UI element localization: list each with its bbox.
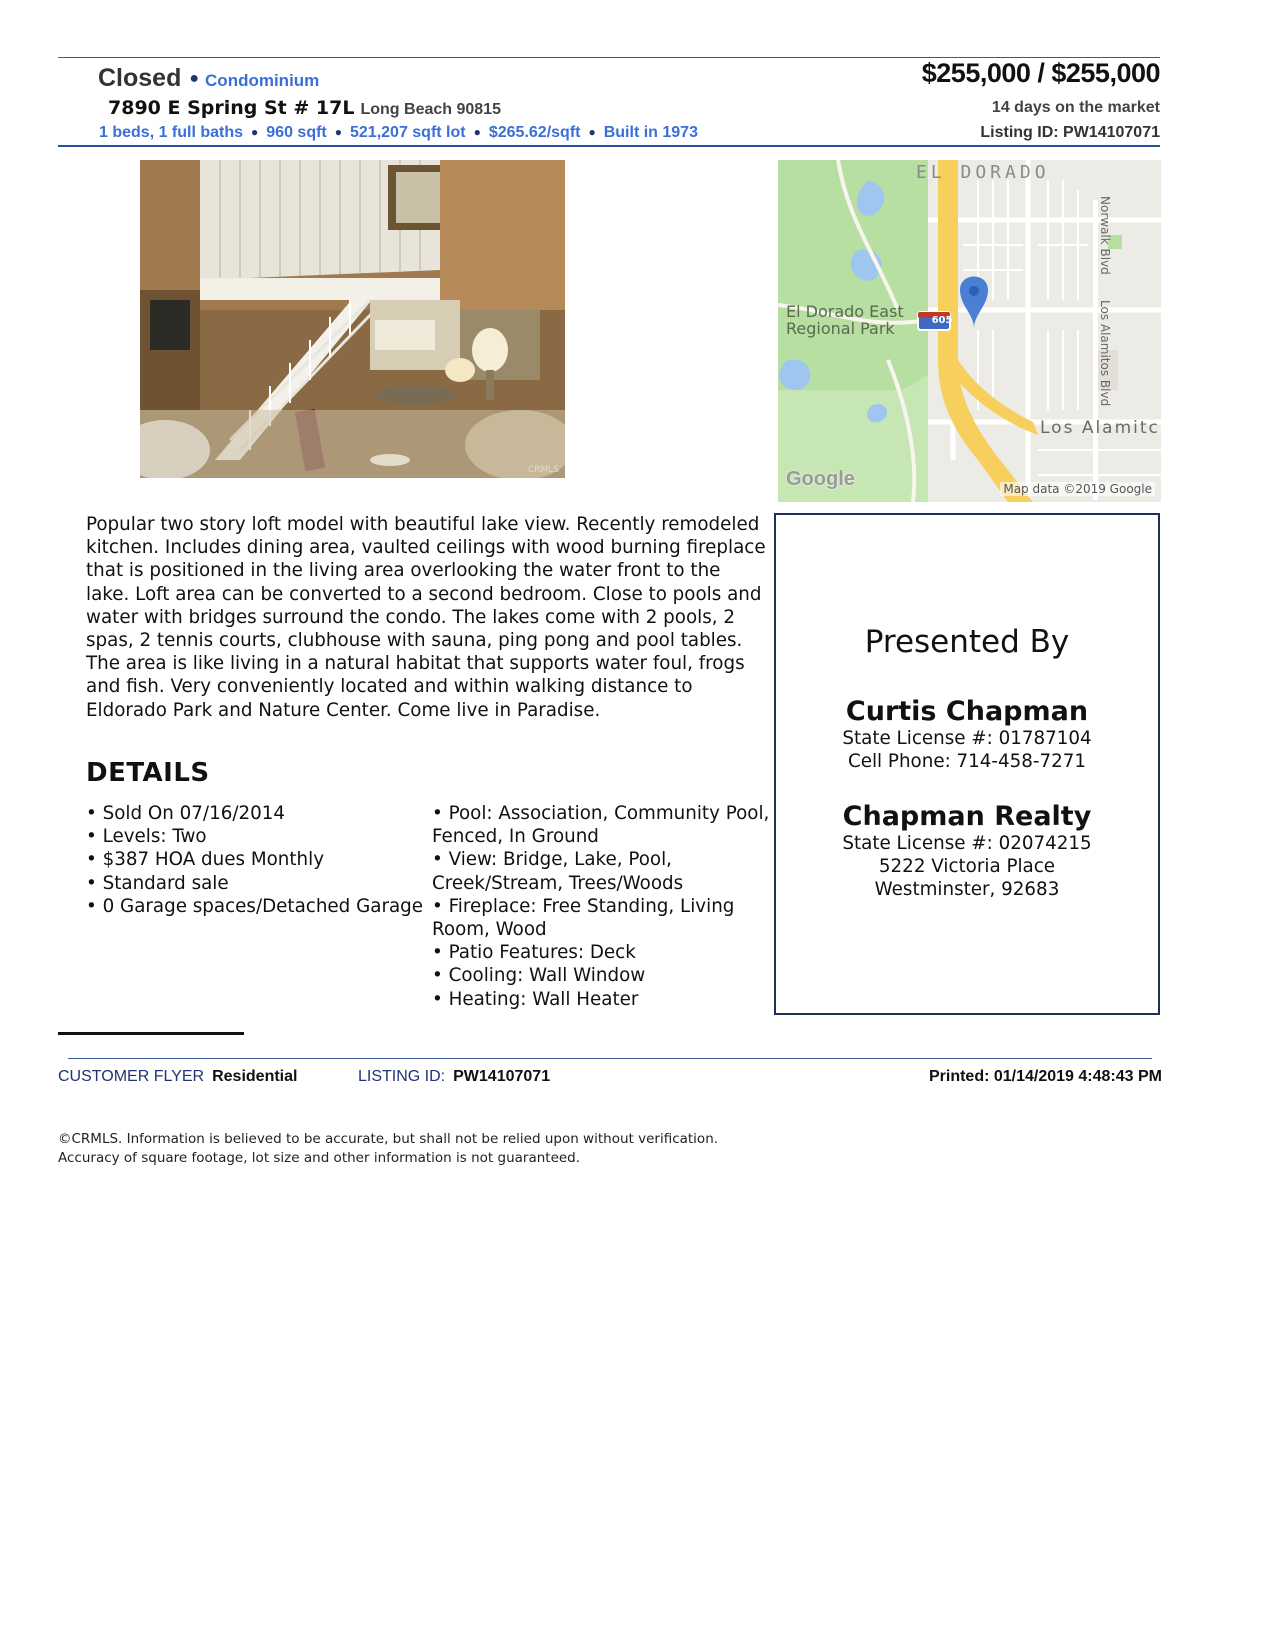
detail-item: • Patio Features: Deck [432,942,636,964]
header-rule [58,145,1160,147]
agent-cell-phone: Cell Phone: 714-458-7271 [847,751,1087,772]
google-logo[interactable]: Google [786,468,855,490]
presented-by-heading: Presented By [864,624,1070,660]
detail-item: • Levels: Two [86,826,207,848]
disclaimer-line-2: Accuracy of square footage, lot size and other information is not guaranteed. [58,1150,581,1166]
footer-listing-id [358,1068,550,1086]
footer-listing-label: LISTING ID: [358,1068,446,1085]
map-attribution: Map data ©2019 Google [1000,482,1155,496]
details-column-1 [86,802,426,918]
firm-name: Chapman Realty [842,801,1092,832]
park-label-line-1: El Dorado East [786,302,904,321]
fact-lot: 521,207 sqft lot [350,124,466,141]
property-description: Popular two story loft model with beautiful lake view. Recently remodeled kitchen. Includes dining area, vaulted ceilings with wood burning fireplace that is positioned in the living area overlooking the water front to the lake. Loft area can be converted to a second bedroom. Close to pools and water with bridges surround the condo. The lakes come with 2 pools, 2 spas, 2 tennis courts, clubhouse with sauna, ping pong and pool tables. The area is like living in a natural habitat that supports water foul, frogs and fish. Very conveniently located and within walking distance to Eldorado Park and Nature Center. Come live in Paradise. [86,514,766,721]
price: $255,000 / $255,000 [921,58,1160,88]
fact-built: Built in 1973 [603,124,698,141]
bullet-icon: ● [334,125,342,139]
map-label-park [786,303,904,337]
map-label-road-alamitos: Los Alamitos Blvd [1098,300,1112,407]
map-label-city: Los Alamitc [1040,418,1160,438]
location-map[interactable] [778,160,1161,502]
detail-item: • Cooling: Wall Window [432,965,646,987]
bullet-icon: ● [473,125,481,139]
property-photo [140,160,565,478]
city-zip: Long Beach 90815 [360,101,501,118]
listing-status-line [98,64,319,93]
street-address: 7890 E Spring St # 17L [108,97,355,119]
bullet-icon: ● [588,125,596,139]
disclaimer-line-1: ©CRMLS. Information is believed to be accurate, but shall not be relied upon without verification. [58,1131,719,1147]
bullet-icon: ● [251,125,259,139]
details-column-2 [432,802,772,1011]
footer-listing-value: PW14107071 [453,1068,551,1085]
detail-item: • Fireplace: Free Standing, Living Room, Wood [432,895,735,941]
map-label-road-norwalk: Norwalk Blvd [1098,196,1112,275]
flyer-value: Residential [212,1068,298,1085]
footer-rule [68,1058,1152,1059]
park-label-line-2: Regional Park [786,319,895,338]
facts-line [99,124,698,142]
detail-item: • $387 HOA dues Monthly [86,849,325,871]
short-rule [58,1032,244,1035]
detail-item: • Pool: Association, Community Pool, Fenced, In Ground [432,803,770,848]
details-heading: DETAILS [86,758,210,788]
status-label: Closed [98,64,182,92]
firm-street: 5222 Victoria Place [878,856,1056,877]
footer-flyer-type [58,1068,297,1086]
presenter-box [774,513,1160,1015]
days-on-market: 14 days on the market [991,99,1160,116]
property-type: Condominium [205,71,320,90]
detail-item: • 0 Garage spaces/Detached Garage [86,895,424,917]
detail-item: • Sold On 07/16/2014 [86,803,286,824]
disclaimer [58,1130,718,1168]
interior-photo-illustration [140,160,565,478]
fact-sqft: 960 sqft [266,124,327,141]
photo-watermark: CRMLS [527,465,559,475]
agent-name: Curtis Chapman [845,696,1089,727]
firm-city: Westminster, 92683 [874,879,1060,900]
fact-price-per-sqft: $265.62/sqft [488,124,581,141]
interstate-shield: 605 [931,315,953,326]
detail-item: • Heating: Wall Heater [432,988,639,1010]
detail-item: • View: Bridge, Lake, Pool, Creek/Stream, Trees/Woods [432,849,684,894]
detail-item: • Standard sale [86,872,229,894]
address-line [108,97,501,119]
printed-timestamp: Printed: 01/14/2019 4:48:43 PM [928,1068,1162,1085]
bullet-icon: ● [189,70,200,87]
flyer-label: CUSTOMER FLYER [58,1068,205,1085]
fact-beds-baths: 1 beds, 1 full baths [99,124,244,141]
agent-license: State License #: 01787104 [842,728,1092,749]
firm-license: State License #: 02074215 [842,833,1092,854]
map-label-area: EL DORADO [916,162,1050,183]
listing-id: Listing ID: PW14107071 [980,124,1160,141]
